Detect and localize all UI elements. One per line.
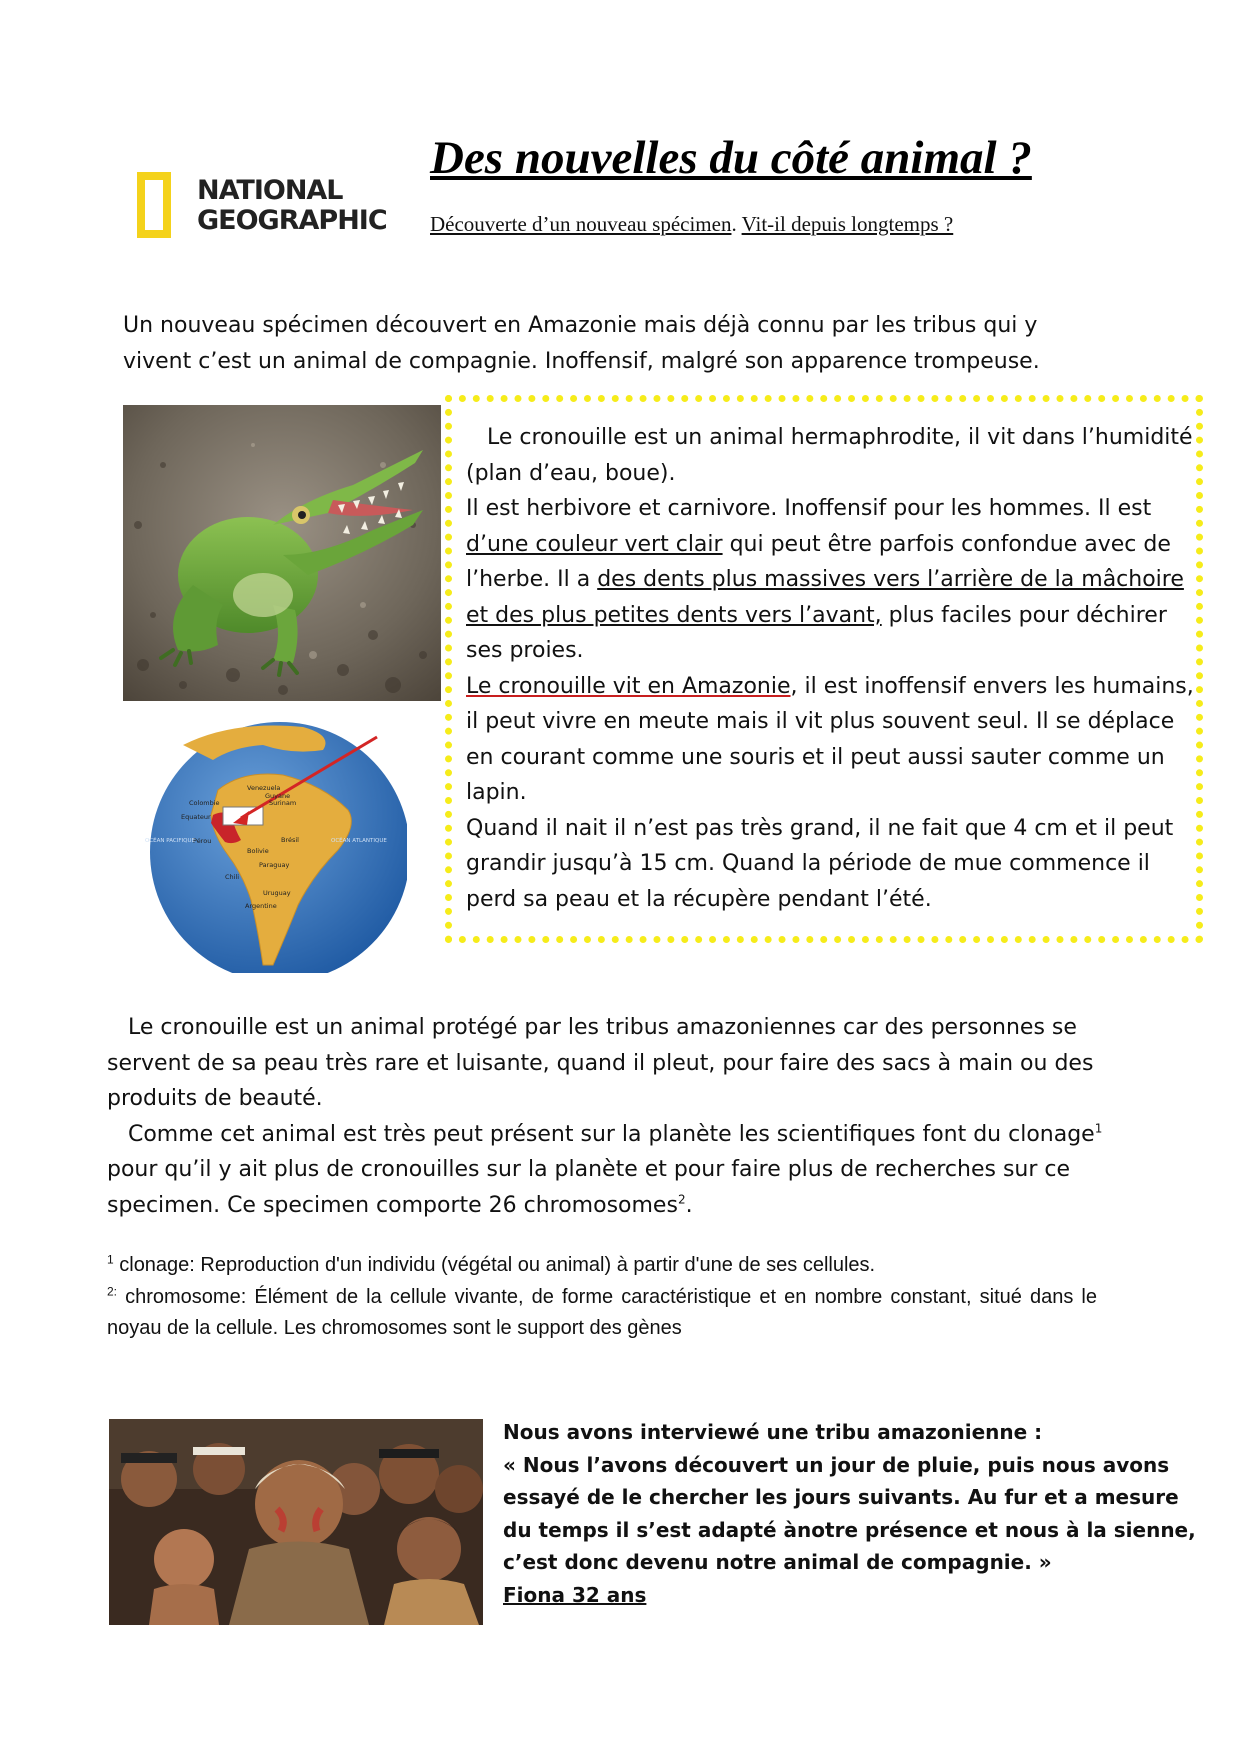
logo-yellow-frame-icon — [137, 172, 171, 238]
label-surinam: Surinam — [269, 799, 297, 807]
body-text — [107, 1010, 1147, 1223]
logo-line-2: GEOGRAPHIC — [197, 205, 387, 236]
body-paragraph-1 — [107, 1010, 1147, 1117]
cronouille-illustration — [123, 405, 441, 701]
footnote-1 — [107, 1250, 1097, 1282]
logo-line-1: NATIONAL — [197, 175, 343, 206]
info-p2-underline-color: d’une couleur vert clair — [466, 531, 723, 557]
footnote-2-text: chromosome: Élément de la cellule vivante, de forme caractéristique et en nombre constant, situé dans le noyau de la cellule. Les chromosomes sont le support des gènes — [107, 1285, 1097, 1339]
intro-line-1: Un nouveau spécimen découvert en Amazonie mais déjà connu par les tribus qui y — [123, 313, 1038, 338]
footnote-1-text: clonage: Reproduction d'un individu (végétal ou animal) à partir d'une de ses cellules. — [113, 1254, 876, 1276]
interview-heading: Nous avons interviewé une tribu amazonienne : — [503, 1420, 1043, 1444]
label-uruguay: Uruguay — [263, 889, 291, 897]
info-box — [445, 395, 1203, 943]
footnote-ref-1[interactable]: 1 — [1094, 1121, 1103, 1136]
body-p2-a: Comme cet animal est très peut présent sur la planète les scientifiques font du clonage — [127, 1121, 1095, 1147]
label-bresil: Brésil — [281, 836, 299, 844]
logo-text — [197, 176, 387, 236]
page-title: Des nouvelles du côté animal ? — [430, 132, 1032, 184]
subtitle — [430, 212, 953, 237]
interview-quote: « Nous l’avons découvert un jour de pluie, puis nous avons essayé de le chercher les jours suivants. Au fur et a mesure du temps il s’est adapté ànotre présence et nous à la sienne, c’est donc devenu notre animal de compagnie. » — [503, 1452, 1196, 1574]
label-equateur: Equateur — [181, 813, 211, 821]
body-p2-c: . — [685, 1192, 693, 1218]
label-argentine: Argentine — [245, 902, 277, 910]
intro-line-2: vivent c’est un animal de compagnie. Inoffensif, malgré son apparence trompeuse. — [123, 349, 1040, 374]
label-perou: Pérou — [193, 837, 212, 845]
label-paraguay: Paraguay — [259, 861, 290, 869]
label-venezuela: Venezuela — [247, 784, 281, 792]
footnote-2-mark: 2: — [107, 1283, 118, 1298]
info-paragraph-3 — [466, 669, 1206, 811]
info-paragraph-1 — [466, 420, 1206, 491]
subtitle-separator: . — [731, 212, 742, 236]
info-p2-c: plus faciles pour déchirer ses proies. — [466, 602, 1167, 663]
info-p3-underline-amazonie: Le cronouille vit en Amazonie — [466, 673, 791, 699]
tribe-illustration — [109, 1419, 483, 1625]
interview-signature: Fiona 32 ans — [503, 1582, 647, 1607]
info-box-text — [466, 420, 1206, 917]
national-geographic-logo — [137, 172, 397, 242]
footnote-ref-2[interactable]: 2 — [677, 1192, 686, 1207]
label-colombie: Colombie — [189, 799, 220, 807]
footnotes — [107, 1250, 1097, 1345]
info-paragraph-2 — [466, 491, 1206, 669]
label-chili: Chili — [225, 873, 240, 881]
info-p2-b: qui peut être parfois confondue avec de l’herbe. Il a — [466, 531, 1171, 592]
subtitle-part-2: Vit-il depuis longtemps ? — [741, 212, 954, 236]
info-p1-text: Le cronouille est un animal hermaphrodite, il vit dans l’humidité (plan d’eau, boue). — [466, 425, 1193, 486]
label-ocean-atlantique: OCÉAN ATLANTIQUE — [331, 838, 387, 844]
label-bolivie: Bolivie — [247, 847, 269, 855]
tribe-photo — [109, 1419, 483, 1625]
body-p2-b: pour qu’il y ait plus de cronouilles sur la planète et pour faire plus de recherches sur ce specimen. Ce specimen comporte 26 chromosomes — [107, 1157, 1071, 1218]
label-ocean-pacifique: OCÉAN PACIFIQUE — [145, 838, 195, 844]
info-p2-underline-teeth: des dents plus massives vers l’arrière de la mâchoire et des plus petites dents vers l’avant, — [466, 567, 1184, 628]
cronouille-photo — [123, 405, 441, 701]
footnote-2 — [107, 1282, 1097, 1345]
subtitle-part-1: Découverte d’un nouveau spécimen — [430, 212, 732, 236]
body-paragraph-2 — [107, 1117, 1147, 1224]
info-paragraph-4: Quand il nait il n’est pas très grand, il ne fait que 4 cm et il peut grandir jusqu’à 15 cm. Quand la période de mue commence il perd sa peau et la récupère pendant l’été. — [466, 815, 1174, 912]
info-p3-rest: , il est inoffensif envers les humains, il peut vivre en meute mais il vit plus souvent seul. Il se déplace en courant comme une souris et il peut aussi sauter comme un lapin. — [466, 673, 1194, 805]
interview — [503, 1416, 1203, 1611]
footnote-1-mark: 1 — [107, 1252, 114, 1267]
intro-paragraph — [123, 308, 1123, 380]
body-p1-text: Le cronouille est un animal protégé par les tribus amazoniennes car des personnes se servent de sa peau très rare et luisante, quand il pleut, pour faire des sacs à main ou des produits de beauté. — [107, 1015, 1094, 1111]
label-guyane: Guyane — [265, 792, 291, 800]
globe-illustration — [123, 715, 407, 973]
info-p2-a: Il est herbivore et carnivore. Inoffensif pour les hommes. Il est — [466, 496, 1152, 521]
south-america-map — [123, 715, 407, 973]
